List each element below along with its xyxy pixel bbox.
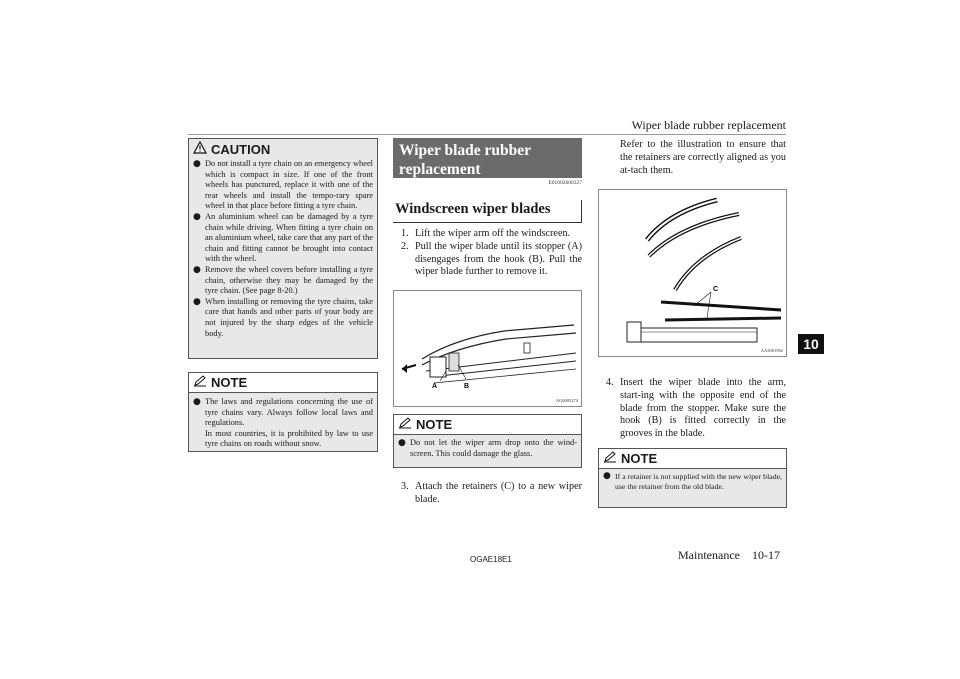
note-label: NOTE bbox=[211, 375, 248, 390]
footer-code: OGAE18E1 bbox=[470, 555, 512, 564]
note-label: NOTE bbox=[416, 417, 453, 432]
caution-item: ● Do not install a tyre chain on an emergency wheel which is compact in size. If one of the front wheels has punctured, replace it with one of the rear wheels and install the tempo-rary spare wheel in that place before fitting a tyre chain. bbox=[193, 159, 373, 211]
chapter-tab[interactable]: 10 bbox=[798, 334, 824, 354]
caution-item: ● When installing or removing the tyre chains, take care that hands and other parts of your body are not injured by the sharp edges of the vehicle body. bbox=[193, 296, 373, 338]
warning-triangle-icon bbox=[193, 141, 207, 157]
pencil-note-icon bbox=[398, 417, 412, 432]
step-item: 4. Insert the wiper blade into the arm, start-ing with the opposite end of the blade from the stopper. Make sure the hook (B) is fitted correctly in the grooves in the blade. bbox=[606, 377, 786, 440]
retainer-illustration bbox=[599, 190, 786, 356]
bullet-icon: ● bbox=[193, 264, 201, 275]
note-header bbox=[189, 373, 377, 393]
step-item: 2. Pull the wiper blade until its stopper (A) disengages from the hook (B). Pull the wiper blade further to remove it. bbox=[401, 240, 582, 278]
caution-item: ● Remove the wheel covers before installing a tyre chain, otherwise they may be damaged by the tyre chain. (See page 8-20.) bbox=[193, 264, 373, 296]
note-item: ● If a retainer is not supplied with the new wiper blade, use the retainer from the old blade. bbox=[603, 471, 782, 491]
footer-section: Maintenance bbox=[678, 548, 740, 562]
bullet-icon: ● bbox=[193, 159, 201, 169]
note-label: NOTE bbox=[621, 451, 658, 466]
note-item: ● The laws and regulations concerning the use of tyre chains vary. Always follow local laws and regulations. bbox=[193, 397, 373, 428]
note-box-left bbox=[188, 372, 378, 452]
note-box-right bbox=[598, 448, 787, 508]
section-title: Wiper blade rubber replacement bbox=[393, 138, 582, 178]
caution-header bbox=[189, 139, 377, 159]
caution-box bbox=[188, 138, 378, 359]
note-header bbox=[394, 415, 581, 435]
right-intro: Refer to the illustration to ensure that the retainers are correctly aligned as you at-tach them. bbox=[620, 139, 786, 176]
note-header bbox=[599, 449, 786, 469]
step-item: 3. Attach the retainers (C) to a new wiper blade. bbox=[401, 481, 582, 505]
label-a: A bbox=[432, 383, 438, 390]
wiper-removal-illustration bbox=[394, 291, 581, 406]
step-item: 1. Lift the wiper arm off the windscreen. bbox=[401, 228, 571, 239]
figure-code: AG0005274 bbox=[555, 398, 578, 403]
bullet-icon: ● bbox=[193, 397, 201, 407]
caution-body bbox=[189, 159, 377, 343]
pencil-note-icon bbox=[603, 451, 617, 466]
step-3 bbox=[401, 481, 582, 507]
figure-wiper-removal bbox=[393, 290, 582, 407]
running-header: Wiper blade rubber replacement bbox=[631, 118, 786, 132]
subsection-rule-end bbox=[581, 200, 582, 222]
section-code: E01002600327 bbox=[548, 180, 582, 186]
figure-code: AA3001982 bbox=[760, 348, 783, 353]
label-b: B bbox=[464, 383, 470, 390]
bullet-icon: ● bbox=[193, 296, 201, 307]
note-box-middle bbox=[393, 414, 582, 468]
steps-list bbox=[401, 228, 582, 279]
page-number: 10-17 bbox=[752, 548, 780, 562]
bullet-icon: ● bbox=[193, 211, 201, 222]
note-item: In most countries, it is prohibited by law to use tyre chains on roads without snow. bbox=[205, 428, 373, 449]
label-c: C bbox=[713, 286, 719, 293]
note-body bbox=[189, 393, 377, 454]
note-body bbox=[599, 469, 786, 496]
figure-retainers bbox=[598, 189, 787, 357]
note-body bbox=[394, 435, 581, 463]
step-4 bbox=[606, 377, 786, 441]
subsection-rule bbox=[393, 222, 582, 223]
pencil-note-icon bbox=[193, 375, 207, 390]
bullet-icon: ● bbox=[603, 471, 611, 481]
bullet-icon: ● bbox=[398, 438, 406, 448]
caution-item: ● An aluminium wheel can be damaged by a tyre chain while driving. When fitting a tyre chain on an aluminium wheel, take care that any part of the chain and fitting cannot be brought into contact with the wheel. bbox=[193, 211, 373, 264]
header-rule bbox=[188, 134, 786, 135]
note-item: ● Do not let the wiper arm drop onto the wind-screen. This could damage the glass. bbox=[398, 438, 577, 458]
subsection-title: Windscreen wiper blades bbox=[395, 201, 551, 217]
caution-label: CAUTION bbox=[211, 141, 271, 157]
